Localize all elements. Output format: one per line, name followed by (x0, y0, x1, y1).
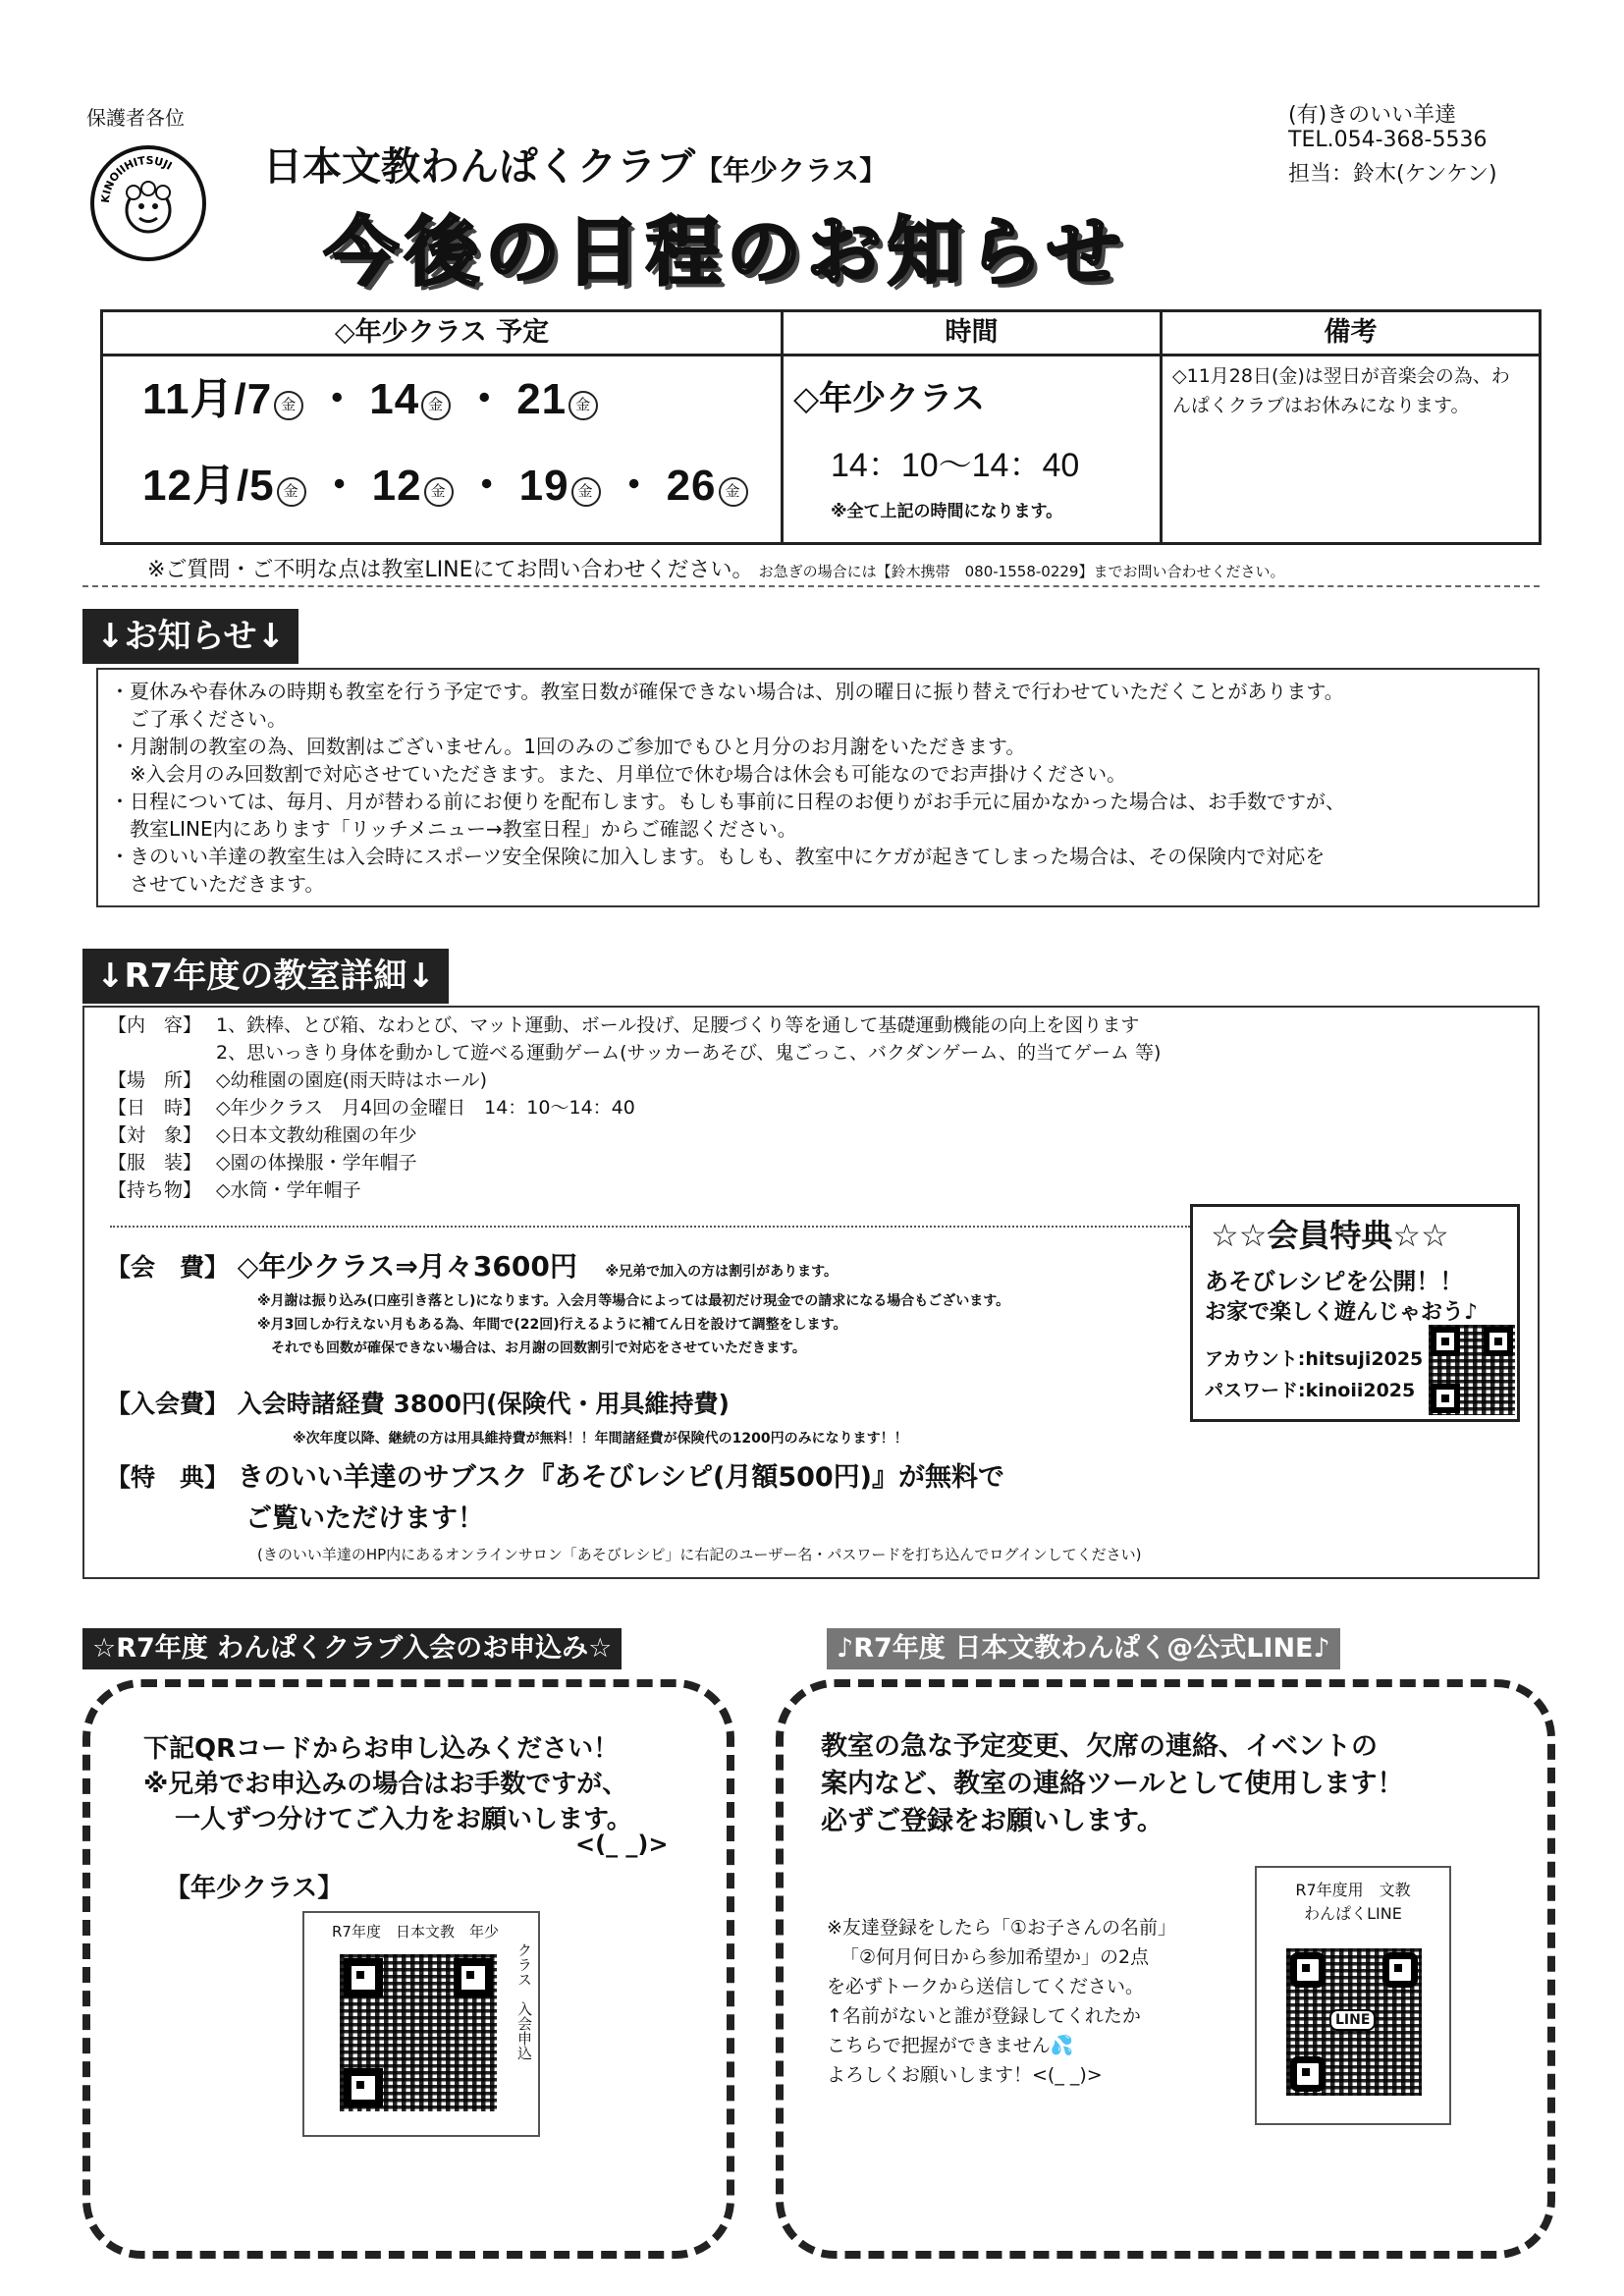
member-line2: お家で楽しく遊んじゃおう♪ (1205, 1300, 1479, 1325)
date-row-december: 12月/5 金 ・ 12 金 ・ 19 金 ・ 26 金 (142, 450, 750, 513)
list-item: こちらで把握ができません💦 (827, 2035, 1074, 2056)
fee-sibling-note: ※兄弟で加入の方は割引があります。 (605, 1264, 839, 1280)
notice-list (110, 678, 1526, 898)
apply-line1: 下記QRコードからお申し込みください！ (143, 1734, 620, 1764)
urgent-contact: お急ぎの場合には【鈴木携帯 080-1558-0229】までお問い合わせください。 (758, 563, 1285, 580)
apply-class-label: 【年少クラス】 (165, 1874, 344, 1903)
page-title: 今後の日程のお知らせ (324, 208, 1127, 296)
time-note: ※全て上記の時間になります。 (831, 502, 1063, 521)
time-range: 14：10〜14：40 (831, 447, 1080, 484)
svg-text:KINOIIHITSUJI: KINOIIHITSUJI (98, 153, 175, 204)
company-logo (90, 145, 206, 261)
list-item: させていただきます。 (110, 872, 325, 896)
apply-qr-caption: R7年度 日本文教 年少 (332, 1923, 499, 1941)
member-qr-code[interactable] (1429, 1325, 1515, 1415)
list-item: ※友達登録をしたら「①お子さんの名前」 (827, 1917, 1176, 1939)
perk-note: (きのいい羊達のHP内にあるオンラインサロン「あそびレシピ」に右記のユーザー名・パスワードを打ち込んでログインしてください) (257, 1546, 1142, 1563)
list-item: 「②何月何日から参加希望か」の2点 (840, 1946, 1150, 1968)
list-item: 教室LINE内にあります「リッチメニュー→教室日程」からご確認ください。 (110, 817, 797, 841)
detail-row: 【内 容】 1、鉄棒、とび箱、なわとび、マット運動、ボール投げ、足腰づくり等を通して基礎運動機能の向上を図ります (108, 1014, 1140, 1036)
entry-label: 【入会費】 (106, 1390, 230, 1418)
fee-note: ※月3回しか行えない月もある為、年間で(22回)行えるように補てん日を設けて調整をします。 (257, 1317, 847, 1333)
member-account: アカウント:hitsuji2025 (1205, 1348, 1424, 1370)
apply-qr-code[interactable] (340, 1954, 497, 2111)
club-name: 日本文教わんぱくクラブ (263, 144, 695, 190)
list-item: ・日程については、毎月、月が替わる前にお便りを配布します。もしも事前に日程のお便りがお手元に届かなかった場合は、お手数ですが、 (110, 790, 1345, 813)
detail-row: 【服 装】 ◇園の体操服・学年帽子 (108, 1152, 417, 1174)
list-item: ※入会月のみ回数割で対応させていただきます。また、月単位で休む場合は休会も可能なのでお声掛けください。 (110, 762, 1127, 786)
member-line1: あそびレシピを公開！！ (1205, 1268, 1464, 1295)
club-class: 【年少クラス】 (695, 154, 888, 187)
apply-line3: 一人ずつ分けてご入力をお願いします。 (175, 1805, 632, 1834)
line-text-1: 教室の急な予定変更、欠席の連絡、イベントの (821, 1731, 1378, 1762)
entry-note: ※次年度以降、継続の方は用具維持費が無料！！年間諸経費が保険代の1200円のみになります！！ (293, 1431, 908, 1447)
remark-text: ◇11月28日(金)は翌日が音楽会の為、わんぱくクラブはお休みになります。 (1172, 365, 1510, 416)
fee-value: ◇年少クラス⇒月々3600円 (237, 1250, 577, 1283)
fee-label: 【会 費】 (106, 1253, 230, 1282)
schedule-footnote: ※ご質問・ご不明な点は教室LINEにてお問い合わせください。 (147, 558, 754, 582)
notice-title: ↓お知らせ↓ (82, 609, 298, 664)
list-item: ・夏休みや春休みの時期も教室を行う予定です。教室日数が確保できない場合は、別の曜日に振り替えで行わせていただくことがあります。 (110, 680, 1344, 703)
details-list (108, 1011, 1161, 1204)
detail-row: 【場 所】 ◇幼稚園の園庭(雨天時はホール) (108, 1069, 488, 1091)
perk-label: 【特 典】 (106, 1463, 230, 1492)
audience-label: 保護者各位 (86, 106, 185, 130)
details-title: ↓R7年度の教室詳細↓ (82, 949, 449, 1004)
detail-row: 【日 時】 ◇年少クラス 月4回の金曜日 14：10〜14：40 (108, 1097, 635, 1119)
line-notes (827, 1913, 1176, 2090)
apply-qr-side: クラス 入会申込 (515, 1942, 533, 2060)
apply-qr-card (302, 1911, 540, 2137)
member-password: パスワード:kinoii2025 (1205, 1380, 1416, 1401)
list-item: ↑名前がないと誰が登録してくれたか (827, 2005, 1141, 2027)
line-title: ♪R7年度 日本文教わんぱく@公式LINE♪ (827, 1628, 1340, 1669)
detail-row: 2、思いっきり身体を動かして遊べる運動ゲーム(サッカーあそび、鬼ごっこ、バクダンゲーム、的当てゲーム 等) (216, 1042, 1162, 1064)
perk-value-cont: ご覧いただけます！ (245, 1503, 484, 1534)
notice-box (96, 668, 1540, 907)
list-item: ・月謝制の教室の為、回数割はございません。1回のみのご参加でもひと月分のお月謝をいただきます。 (110, 735, 1026, 758)
line-qr-caption-1: R7年度用 文教 (1295, 1881, 1411, 1899)
line-text-3: 必ずご登録をお願いします。 (821, 1806, 1164, 1836)
member-title: ☆☆会員特典☆☆ (1211, 1217, 1449, 1254)
detail-row: 【対 象】 ◇日本文教幼稚園の年少 (108, 1124, 417, 1146)
perk-value: きのいい羊達のサブスク『あそびレシピ(月額500円)』が無料で (237, 1462, 1005, 1493)
apply-line2: ※兄弟でお申込みの場合はお手数ですが、 (143, 1770, 628, 1799)
list-item: ご了承ください。 (110, 707, 287, 731)
member-perk-box (1190, 1204, 1520, 1422)
company-contact: 担当：鈴木(ケンケン) (1288, 162, 1497, 187)
schedule-table (100, 309, 1542, 545)
detail-row: 【持ち物】 ◇水筒・学年帽子 (108, 1179, 361, 1201)
date-row-november: 11月/7 金 ・ 14 金 ・ 21 金 (142, 363, 600, 426)
time-header: 時間 (784, 312, 1160, 356)
fee-note: それでも回数が確保できない場合は、お月謝の回数割引で対応をさせていただきます。 (257, 1340, 806, 1356)
details-divider (110, 1226, 1190, 1228)
list-item: よろしくお願いします！<(_ _)> (827, 2064, 1103, 2086)
list-item: を必ずトークから送信してください。 (827, 1976, 1145, 1997)
company-tel: TEL.054-368-5536 (1288, 128, 1488, 152)
company-name: (有)きのいい羊達 (1288, 103, 1457, 128)
divider (82, 585, 1540, 587)
line-text-2: 案内など、教室の連絡ツールとして使用します！ (821, 1769, 1404, 1799)
entry-value: 入会時諸経費 3800円(保険代・用具維持費) (237, 1390, 730, 1418)
time-class: ◇年少クラス (793, 379, 986, 418)
remarks-header: 備考 (1163, 312, 1539, 356)
list-item: ・きのいい羊達の教室生は入会時にスポーツ安全保険に加入します。もしも、教室中にケガが起きてしまった場合は、その保険内で対応を (110, 845, 1326, 868)
line-qr-caption-2: わんぱくLINE (1304, 1904, 1402, 1923)
line-qr-code[interactable] (1286, 1948, 1422, 2096)
fee-note: ※月謝は振り込み(口座引き落とし)になります。入会月等場合によっては最初だけ現金での請求になる場合もございます。 (257, 1293, 1010, 1309)
line-qr-center-label: LINE (1329, 2009, 1376, 2031)
apply-face: <(_ _)> (575, 1831, 669, 1858)
line-qr-card (1255, 1866, 1451, 2125)
apply-title: ☆R7年度 わんぱくクラブ入会のお申込み☆ (82, 1628, 622, 1669)
schedule-header: ◇年少クラス 予定 (103, 312, 781, 356)
